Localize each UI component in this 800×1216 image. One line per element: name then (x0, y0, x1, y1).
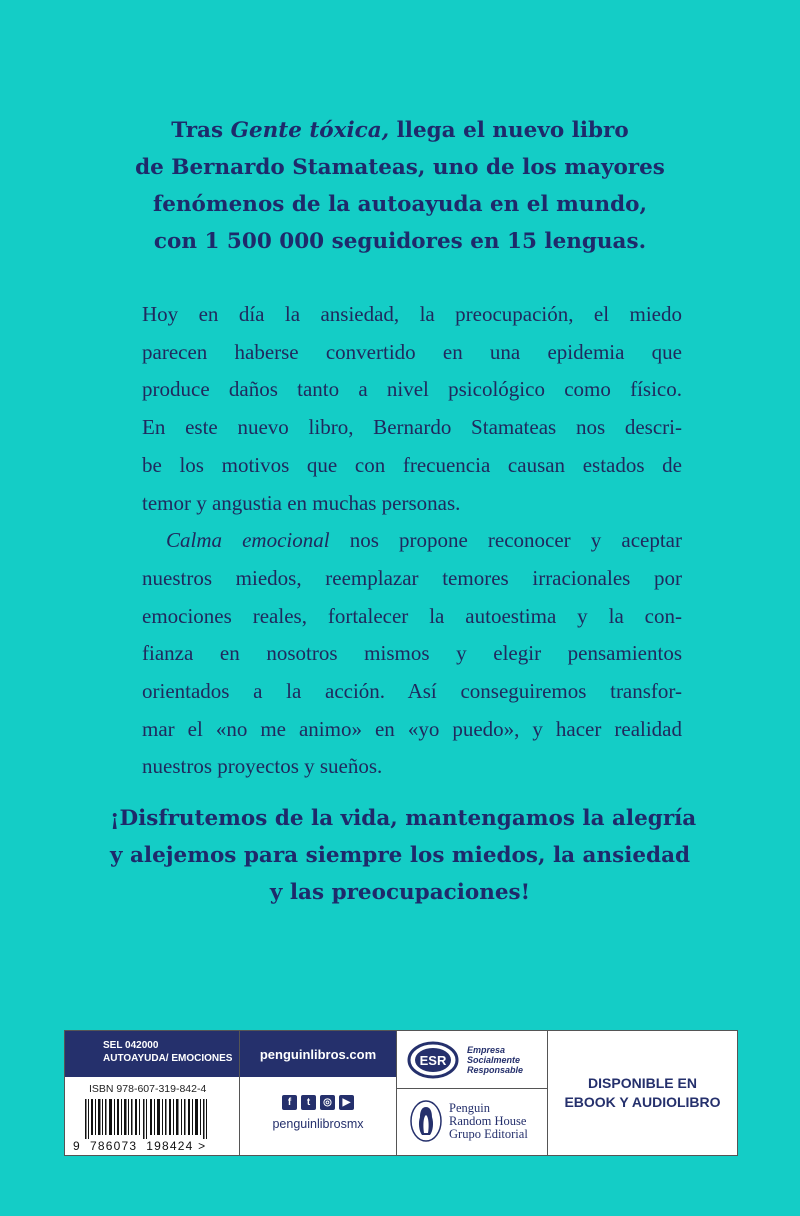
barcode-arrow: > (198, 1139, 207, 1153)
description-body (142, 296, 682, 786)
body-line: Hoy en día la ansiedad, la preocupación, el miedo (142, 302, 682, 326)
intro-blurb (120, 112, 680, 260)
esr-line: Responsable (467, 1064, 524, 1075)
body-line: En este nuevo libro, Bernardo Stamateas nos descri- (142, 415, 682, 440)
closing-line: ¡Disfrutemos de la vida, mantengamos la alegría (110, 806, 697, 831)
blurb-line: fenómenos de la autoayuda en el mundo, (152, 192, 647, 217)
social-handle[interactable]: penguinlibrosmx (272, 1117, 364, 1131)
esr-badge (397, 1031, 547, 1089)
isbn-column (65, 1031, 240, 1155)
blurb-line: con 1 500 000 seguidores en 15 lenguas. (153, 229, 647, 254)
blurb-line (120, 112, 680, 149)
closing-statement (110, 800, 697, 911)
publisher-line: Penguin (449, 1100, 490, 1115)
barcode-digit-group: 198424 (146, 1139, 194, 1153)
isbn-number: ISBN 978-607-319-842-4 (89, 1083, 207, 1095)
esr-logo-icon (407, 1040, 463, 1080)
body-text: nos propone reconocer y aceptar (329, 528, 682, 553)
penguin-icon (409, 1099, 443, 1143)
publisher-line: Grupo Editorial (449, 1126, 528, 1141)
barcode-digits (73, 1139, 206, 1153)
body-line: mar el «no me animo» en «yo puedo», y hacer realidad (142, 716, 682, 741)
esr-logo-text: ESR (419, 1052, 447, 1068)
barcode-digit-group: 786073 (89, 1139, 138, 1153)
blurb-line: de Bernardo Stamateas, uno de los mayores (135, 155, 665, 180)
availability-line: DISPONIBLE EN (588, 1075, 697, 1091)
publisher-name (449, 1102, 528, 1141)
book-title-gente-toxica: Gente tóxica, (230, 118, 390, 143)
category-box (65, 1031, 239, 1077)
esr-line: Empresa (467, 1044, 506, 1055)
website-link[interactable]: penguinlibros.com (240, 1031, 396, 1077)
body-line: produce daños tanto a nivel psicológico como físico. (142, 377, 682, 402)
twitter-icon[interactable]: t (301, 1095, 316, 1110)
sel-code: SEL 042000 (103, 1040, 159, 1051)
closing-line: y las preocupaciones! (269, 880, 531, 905)
body-line (142, 522, 682, 560)
publisher-logo (397, 1089, 547, 1143)
availability-line: EBOOK Y AUDIOLIBRO (564, 1094, 721, 1110)
publisher-line: Random House (449, 1113, 527, 1128)
body-line: nuestros miedos, reemplazar temores irracionales por (142, 565, 682, 590)
publisher-column (397, 1031, 548, 1155)
back-cover-info-panel (64, 1030, 738, 1156)
blurb-text: llega el nuevo libro (389, 118, 629, 143)
body-line: emociones reales, fortalecer la autoestima y la con- (142, 603, 682, 628)
social-icons (240, 1095, 396, 1110)
body-line: orientados a la acción. Así conseguiremos transfor- (142, 679, 682, 704)
esr-label (467, 1045, 523, 1075)
body-line: nuestros proyectos y sueños. (142, 754, 383, 779)
body-line: fianza en nosotros mismos y elegir pensamientos (142, 641, 682, 666)
youtube-icon[interactable]: ▶ (339, 1095, 354, 1110)
closing-line: y alejemos para siempre los miedos, la ansiedad (110, 843, 691, 868)
web-column (240, 1031, 397, 1155)
body-line: parecen haberse convertido en una epidemia que (142, 339, 682, 364)
availability-note (564, 1074, 720, 1112)
category-label: AUTOAYUDA/ EMOCIONES (103, 1053, 233, 1064)
body-line: temor y angustia en muchas personas. (142, 490, 461, 515)
book-title-calma-emocional: Calma emocional (166, 528, 330, 553)
barcode-icon (73, 1099, 231, 1139)
esr-line: Socialmente (467, 1054, 521, 1065)
barcode-digit: 9 (73, 1139, 81, 1153)
body-line: be los motivos que con frecuencia causan estados de (142, 452, 682, 477)
blurb-text: Tras (171, 118, 231, 143)
availability-column (548, 1031, 737, 1155)
instagram-icon[interactable]: ◎ (320, 1095, 335, 1110)
facebook-icon[interactable]: f (282, 1095, 297, 1110)
